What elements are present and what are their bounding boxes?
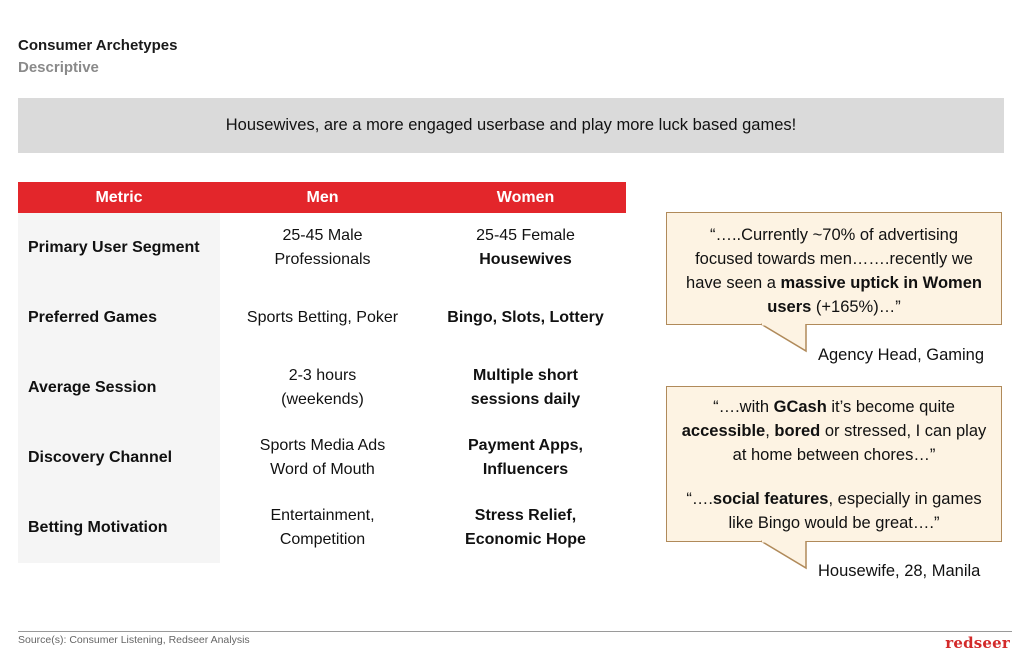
table-row: [18, 423, 626, 493]
metric-cell: Average Session: [18, 353, 220, 423]
quote-attribution: Housewife, 28, Manila: [818, 562, 981, 580]
quote-fragment: “….with: [713, 398, 774, 416]
women-cell: [425, 213, 626, 283]
header-metric: Metric: [95, 188, 143, 206]
comparison-table: [18, 182, 626, 563]
women-line: Stress Relief,: [474, 507, 577, 524]
quote-attribution: Agency Head, Gaming: [818, 346, 985, 364]
quote-fragment: ,: [765, 422, 775, 440]
quote-bubble-tail: [760, 323, 810, 353]
men-line: Word of Mouth: [270, 461, 375, 478]
women-line: Payment Apps,: [468, 437, 583, 454]
women-line: Housewives: [479, 251, 572, 268]
men-cell: [220, 423, 425, 493]
women-line: Economic Hope: [465, 531, 586, 548]
metric-cell: Primary User Segment: [18, 213, 220, 283]
metric-cell: Betting Motivation: [18, 493, 220, 563]
redseer-logo: redseer: [945, 634, 1010, 652]
women-cell: [425, 423, 626, 493]
metric-cell: Preferred Games: [18, 283, 220, 353]
table-header-row: [18, 182, 626, 213]
quote-text: [667, 223, 1001, 319]
quote-fragment: or stressed, I can play: [820, 422, 987, 440]
women-line: Multiple short: [473, 367, 578, 384]
men-line: Sports Betting, Poker: [246, 309, 399, 326]
footer-divider: [18, 631, 1012, 632]
quote-emphasis: bored: [774, 422, 821, 440]
men-line: Entertainment,: [270, 507, 375, 524]
men-line: Professionals: [274, 251, 371, 268]
metric-cell: Discovery Channel: [18, 423, 220, 493]
men-line: (weekends): [281, 391, 364, 408]
women-line: 25-45 Female: [476, 227, 575, 244]
quote-bubble-housewife: [666, 386, 1002, 542]
quote-fragment: , especially in games: [828, 490, 982, 508]
men-cell: [220, 283, 425, 353]
quote-line: at home between chores…”: [732, 446, 936, 464]
quote-fragment: it’s become quite: [826, 398, 955, 416]
men-line: Competition: [279, 531, 366, 548]
page-title: Consumer Archetypes: [18, 37, 178, 54]
quote-line: [667, 487, 1001, 511]
table-body: [18, 213, 626, 563]
key-insight-banner: [18, 98, 1004, 153]
quote-line: [667, 395, 1001, 419]
men-line: 25-45 Male: [282, 227, 363, 244]
quote-text: [667, 395, 1001, 467]
quote-line: [667, 295, 1001, 319]
women-cell: [425, 493, 626, 563]
men-cell: [220, 353, 425, 423]
quote-bubble-tail: [760, 540, 810, 570]
table-row: [18, 353, 626, 423]
quote-fragment: have seen a: [686, 274, 781, 292]
header-men: Men: [306, 188, 339, 206]
quote-line: like Bingo would be great….”: [728, 514, 940, 532]
quote-text: [667, 487, 1001, 535]
women-cell: [425, 283, 626, 353]
women-cell: [425, 353, 626, 423]
header-women: Women: [496, 188, 555, 206]
quote-line: “…..Currently ~70% of advertising: [709, 226, 959, 244]
quote-emphasis: users: [767, 298, 812, 316]
men-cell: [220, 213, 425, 283]
table-row: [18, 213, 626, 283]
quote-line: focused towards men…….recently we: [695, 250, 973, 268]
quote-fragment: (+165%)…”: [811, 298, 901, 316]
quote-emphasis: social features: [712, 490, 829, 508]
quote-line: [667, 419, 1001, 443]
women-line: Influencers: [482, 461, 569, 478]
quote-emphasis: GCash: [773, 398, 827, 416]
quote-line: [667, 271, 1001, 295]
source-note: Source(s): Consumer Listening, Redseer Analysis: [18, 634, 250, 646]
quote-bubble-agency: [666, 212, 1002, 325]
women-line: Bingo, Slots, Lottery: [447, 309, 604, 326]
table-row: [18, 283, 626, 353]
page-subtitle: Descriptive: [18, 59, 99, 76]
women-line: sessions daily: [470, 391, 581, 408]
men-line: Sports Media Ads: [259, 437, 386, 454]
quote-emphasis: massive uptick in Women: [780, 274, 982, 292]
quote-emphasis: accessible: [681, 422, 766, 440]
banner-text: Housewives, are a more engaged userbase and play more luck based games!: [225, 116, 797, 134]
quote-fragment: “….: [686, 490, 713, 508]
table-row: [18, 493, 626, 563]
men-cell: [220, 493, 425, 563]
men-line: 2-3 hours: [288, 367, 357, 384]
